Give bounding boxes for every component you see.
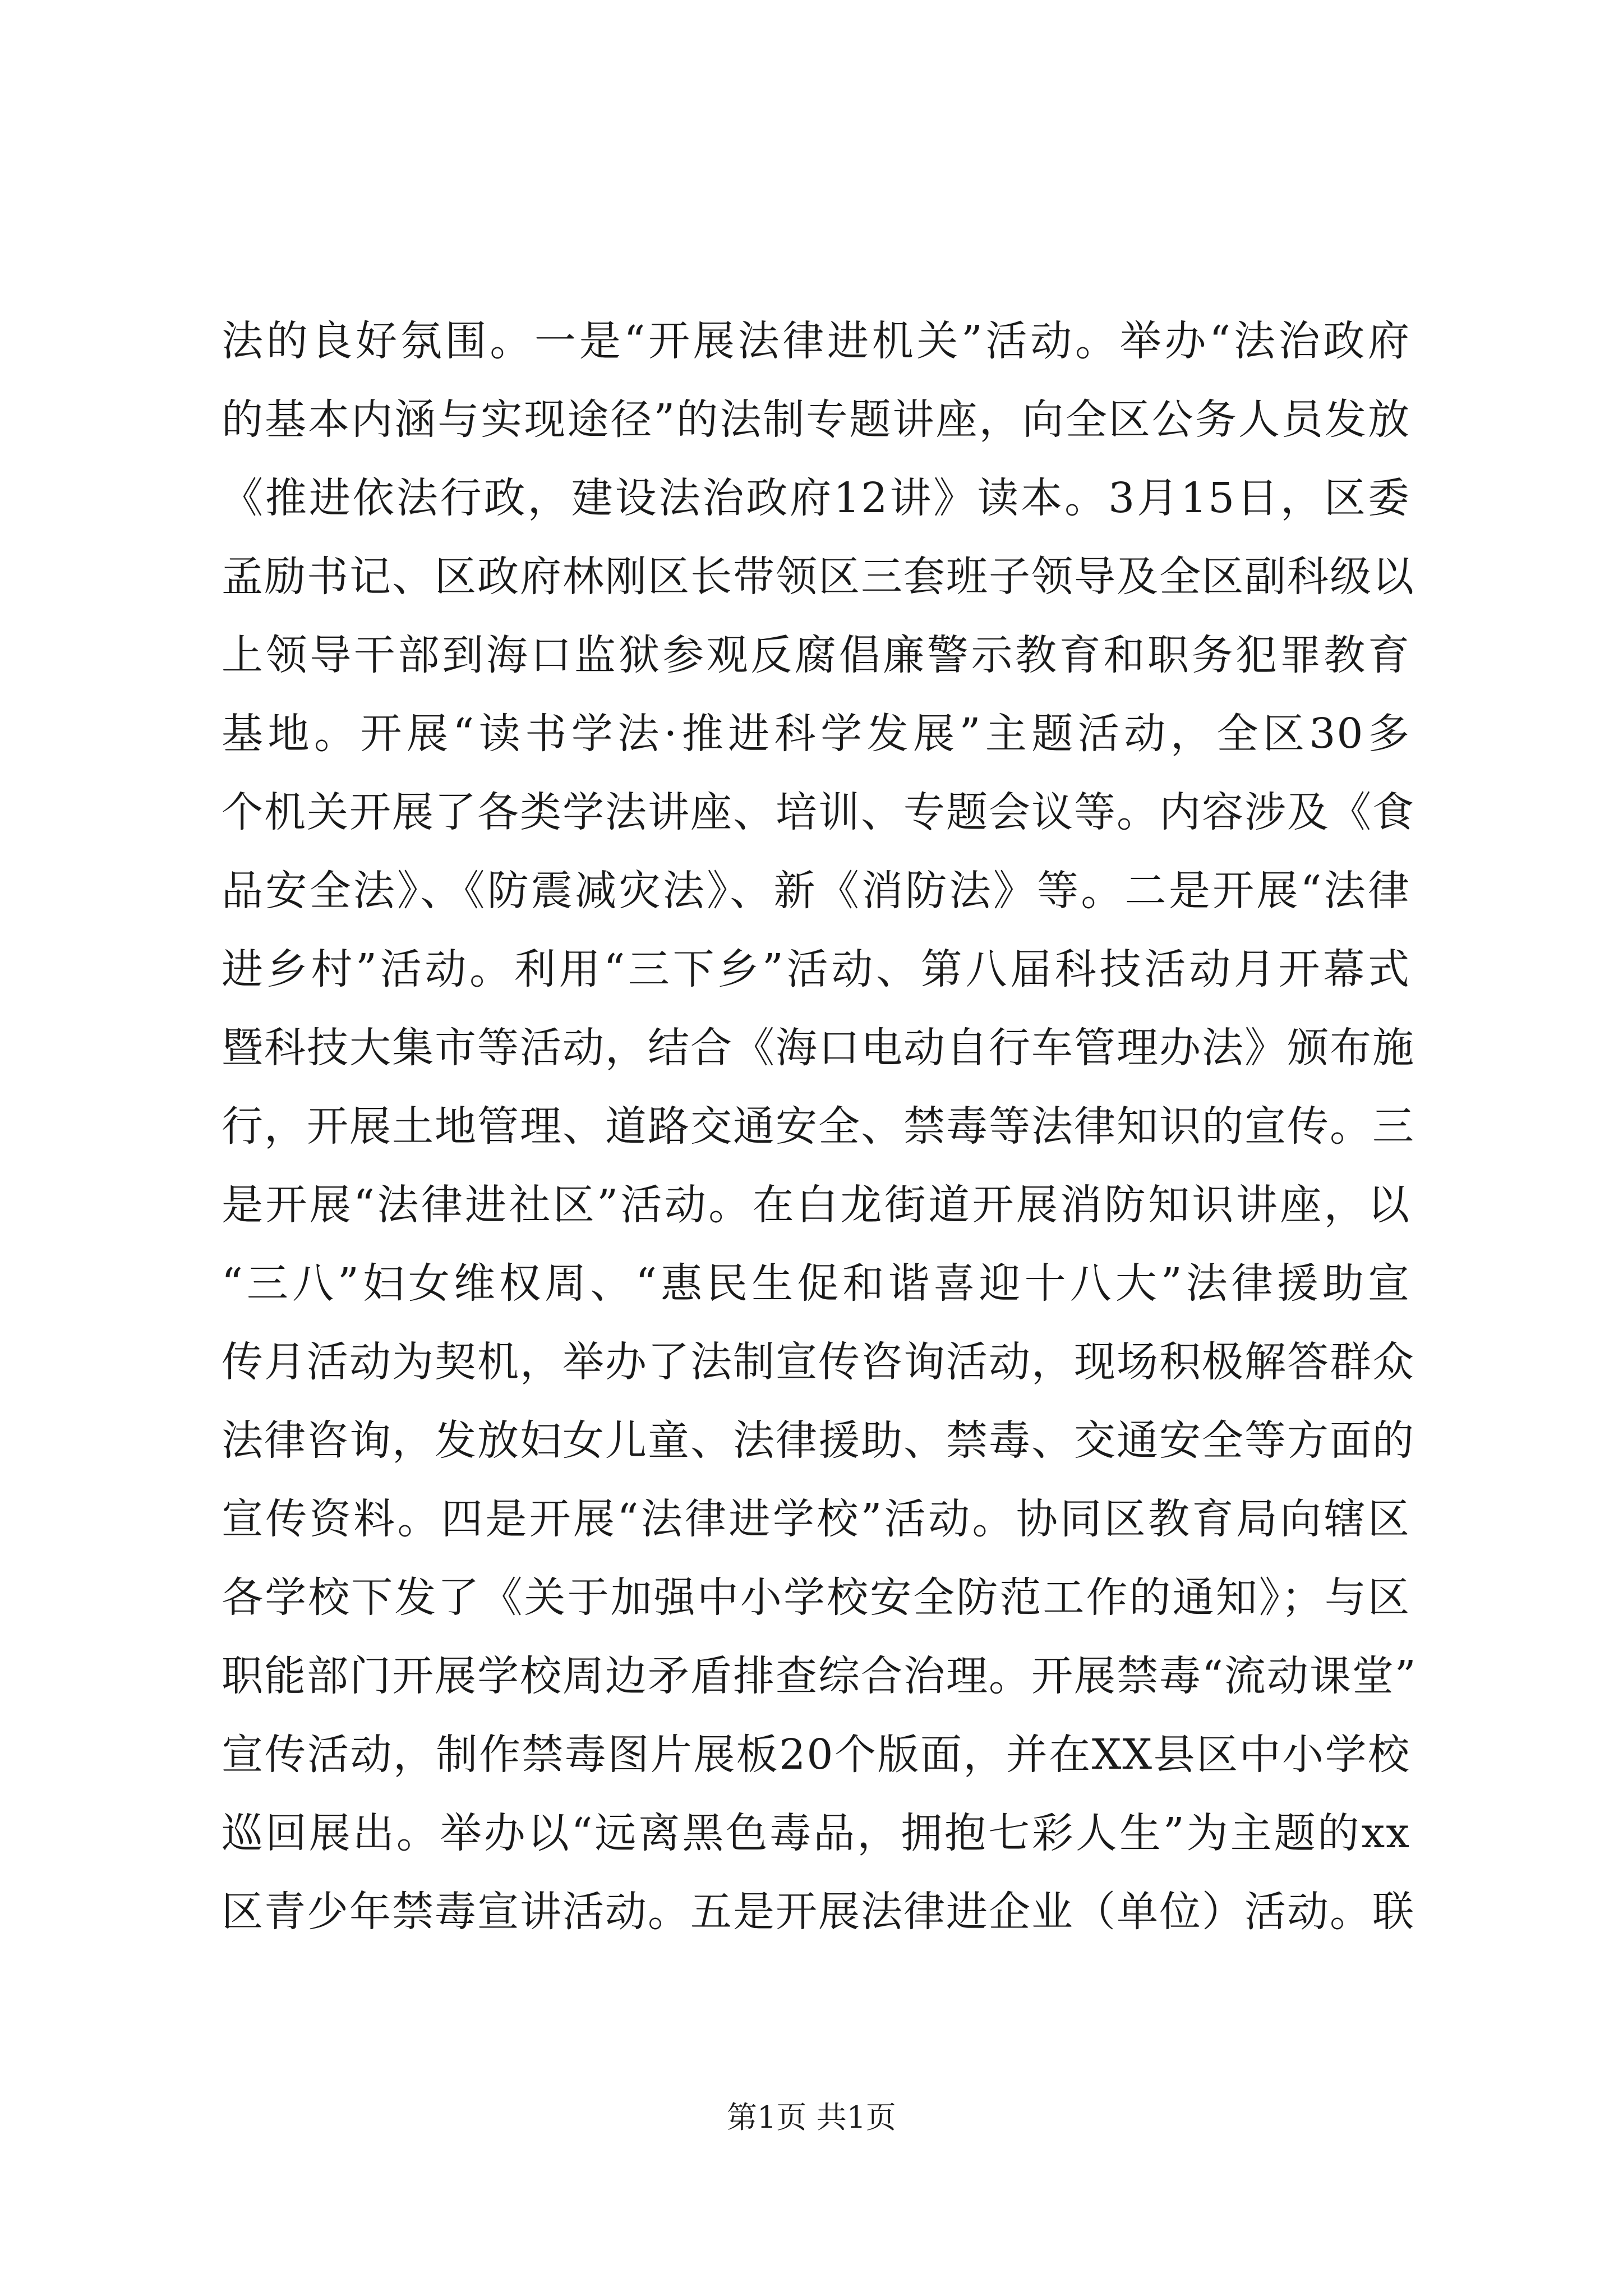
text-line: 个机关开展了各类学法讲座、培训、专题会议等。内容涉及《食 xyxy=(222,788,1415,836)
text-line: 宣传资料。四是开展“法律进学校”活动。协同区教育局向辖区 xyxy=(222,1495,1410,1543)
text-line: “三八”妇女维权周、“惠民生促和谐喜迎十八大”法律援助宣 xyxy=(222,1259,1410,1308)
text-line: 进乡村”活动。利用“三下乡”活动、第八届科技活动月开幕式 xyxy=(222,945,1410,993)
text-line: 宣传活动，制作禁毒图片展板20个版面，并在XX县区中小学校 xyxy=(222,1731,1410,1779)
text-line: 暨科技大集市等活动，结合《海口电动自行车管理办法》颁布施 xyxy=(222,1024,1415,1072)
text-line: 法律咨询，发放妇女儿童、法律援助、禁毒、交通安全等方面的 xyxy=(222,1416,1415,1465)
text-line: 是开展“法律进社区”活动。在白龙街道开展消防知识讲座，以 xyxy=(222,1181,1410,1229)
text-line: 《推进依法行政，建设法治政府12讲》读本。3月15日，区委 xyxy=(222,474,1410,522)
text-line: 各学校下发了《关于加强中小学校安全防范工作的通知》；与区 xyxy=(222,1573,1410,1622)
text-line: 行，开展土地管理、道路交通安全、禁毒等法律知识的宣传。三 xyxy=(222,1102,1415,1151)
page-footer xyxy=(0,2095,1623,2140)
text-line: 职能部门开展学校周边矛盾排查综合治理。开展禁毒“流动课堂” xyxy=(222,1652,1417,1700)
text-line: 上领导干部到海口监狱参观反腐倡廉警示教育和职务犯罪教育 xyxy=(222,631,1410,679)
page-number-label: 第1页 共1页 xyxy=(727,2100,896,2135)
text-line: 基地。开展“读书学法·推进科学发展”主题活动，全区30多 xyxy=(222,710,1410,758)
text-line: 的基本内涵与实现途径”的法制专题讲座，向全区公务人员发放 xyxy=(222,395,1410,444)
text-line: 巡回展出。举办以“远离黑色毒品，拥抱七彩人生”为主题的xx xyxy=(222,1809,1410,1857)
text-line: 传月活动为契机，举办了法制宣传咨询活动，现场积极解答群众 xyxy=(222,1338,1415,1386)
text-line: 品安全法》、《防震减灾法》、新《消防法》等。二是开展“法律 xyxy=(222,867,1410,915)
text-line: 区青少年禁毒宣讲活动。五是开展法律进企业（单位）活动。联 xyxy=(222,1888,1415,1936)
text-line: 法的良好氛围。一是“开展法律进机关”活动。举办“法治政府 xyxy=(222,317,1410,365)
text-line: 孟励书记、区政府林刚区长带领区三套班子领导及全区副科级以 xyxy=(222,553,1415,601)
